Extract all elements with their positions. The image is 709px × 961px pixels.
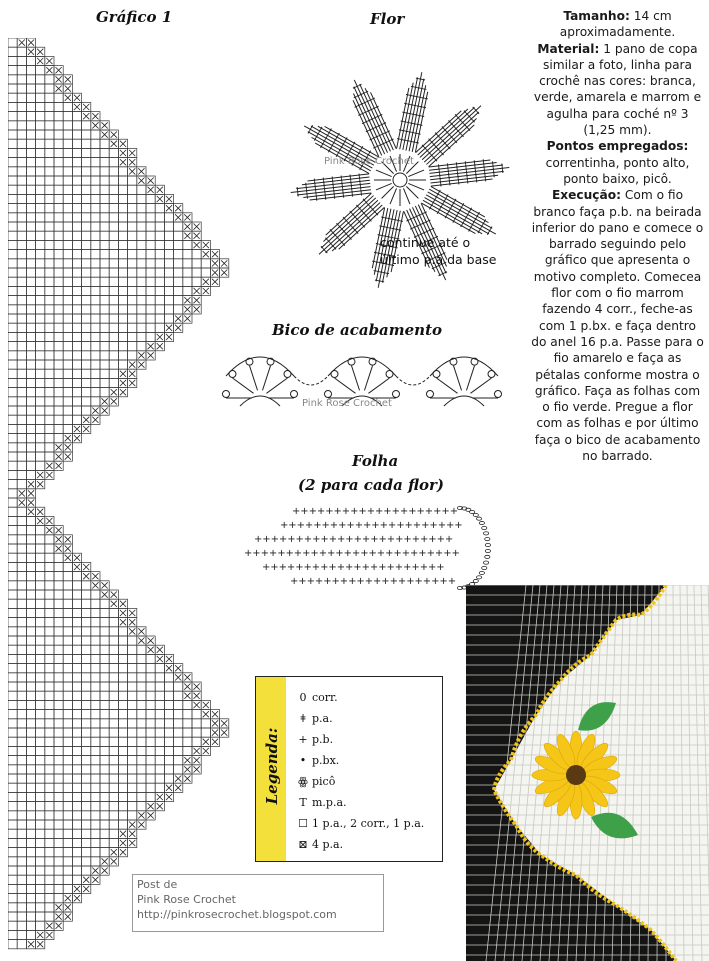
svg-text:+: + <box>331 576 340 587</box>
svg-text:+: + <box>323 576 332 587</box>
svg-text:+: + <box>368 548 377 559</box>
legend-item-filled-block <box>296 838 343 851</box>
svg-text:+: + <box>260 548 269 559</box>
legend-symbol: ꙮ <box>298 775 308 788</box>
svg-text:+: + <box>397 576 407 587</box>
svg-text:+: + <box>333 506 342 517</box>
svg-text:+: + <box>422 576 432 587</box>
svg-text:+: + <box>295 562 304 573</box>
svg-text:+: + <box>303 534 313 545</box>
svg-text:+: + <box>391 506 400 517</box>
legend-item-mpa <box>296 796 347 809</box>
svg-text:+: + <box>451 548 460 559</box>
legend-label: p.a. <box>312 712 333 725</box>
svg-text:+: + <box>287 534 296 545</box>
legend-item-pico <box>296 775 335 788</box>
svg-text:+: + <box>428 534 437 545</box>
svg-text:+: + <box>375 506 384 517</box>
pontos-text: correntinha, ponto alto, ponto baixo, picô. <box>545 155 690 186</box>
svg-text:+: + <box>296 520 305 531</box>
folha-title: Folha <box>352 452 399 470</box>
svg-text:+: + <box>360 548 369 559</box>
svg-text:+: + <box>408 506 417 517</box>
legend-label: corr. <box>312 691 338 704</box>
legend-symbol: ǂ <box>300 712 306 725</box>
svg-text:+: + <box>404 520 413 531</box>
svg-text:+: + <box>364 576 374 587</box>
svg-text:+: + <box>401 548 411 559</box>
svg-text:+: + <box>252 548 261 559</box>
svg-text:+: + <box>416 506 425 517</box>
folha-subtitle: (2 para cada flor) <box>298 476 445 494</box>
svg-text:+: + <box>394 562 404 573</box>
svg-text:+: + <box>304 520 314 531</box>
svg-text:+: + <box>436 534 445 545</box>
svg-text:+: + <box>288 520 297 531</box>
svg-text:+: + <box>312 534 321 545</box>
svg-text:+: + <box>316 506 326 517</box>
legend-item-pb <box>296 733 333 746</box>
legend-symbol: ☐ <box>298 817 308 830</box>
svg-text:+: + <box>335 548 344 559</box>
svg-text:+: + <box>393 548 402 559</box>
legend-item-corr <box>296 691 338 704</box>
svg-text:+: + <box>406 576 415 587</box>
svg-text:+: + <box>339 576 349 587</box>
grafico-title: Gráfico 1 <box>96 8 173 26</box>
svg-text:+: + <box>290 576 299 587</box>
svg-text:+: + <box>314 576 324 587</box>
dishtowel-photo <box>466 585 709 961</box>
svg-text:+: + <box>270 562 279 573</box>
legend-symbol: 0 <box>299 691 307 704</box>
svg-text:+: + <box>383 506 392 517</box>
legend-label: picô <box>312 775 336 788</box>
svg-text:+: + <box>389 576 398 587</box>
svg-text:+: + <box>414 576 423 587</box>
filet-chart <box>8 38 238 954</box>
flower-note-line-1: continue até o <box>380 235 471 250</box>
svg-text:+: + <box>376 548 386 559</box>
svg-text:+: + <box>361 562 370 573</box>
svg-text:+: + <box>412 520 422 531</box>
svg-text:+: + <box>410 548 419 559</box>
svg-text:+: + <box>385 548 394 559</box>
svg-text:+: + <box>351 548 361 559</box>
post-credit-box <box>132 874 384 932</box>
leaf-diagram <box>240 500 500 600</box>
svg-text:+: + <box>244 548 253 559</box>
svg-text:+: + <box>268 548 278 559</box>
svg-text:+: + <box>280 520 289 531</box>
legend-item-open-block <box>296 817 424 830</box>
tamanho-label: Tamanho: <box>563 9 630 23</box>
svg-text:+: + <box>345 562 354 573</box>
svg-text:+: + <box>428 562 437 573</box>
svg-text:+: + <box>356 576 365 587</box>
material-text: 1 pano de copa similar a foto, linha para crochê nas cores: branca, verde, amarela e marrom e agulha para coché nº 3 (1,25 mm). <box>533 41 702 138</box>
svg-text:+: + <box>378 534 387 545</box>
svg-text:+: + <box>366 506 376 517</box>
legend-symbol: + <box>298 733 308 746</box>
svg-text:+: + <box>369 562 379 573</box>
svg-text:+: + <box>311 562 321 573</box>
svg-text:+: + <box>286 562 296 573</box>
svg-text:+: + <box>424 506 434 517</box>
legend-item-pa <box>296 712 333 725</box>
svg-text:+: + <box>353 534 362 545</box>
svg-text:+: + <box>313 520 322 531</box>
bico-watermark: Pink Rose Crochet <box>302 398 392 409</box>
svg-text:+: + <box>454 520 463 531</box>
svg-text:+: + <box>325 506 334 517</box>
flor-title: Flor <box>370 10 405 28</box>
svg-text:+: + <box>443 548 452 559</box>
legend-label: 1 p.a., 2 corr., 1 p.a. <box>312 817 425 830</box>
legend-label: 4 p.a. <box>312 838 344 851</box>
svg-text:+: + <box>270 534 279 545</box>
svg-text:+: + <box>327 548 336 559</box>
svg-text:+: + <box>441 506 450 517</box>
svg-text:+: + <box>293 548 303 559</box>
svg-text:+: + <box>411 562 420 573</box>
svg-text:+: + <box>298 576 307 587</box>
svg-text:+: + <box>278 562 287 573</box>
svg-text:+: + <box>403 534 412 545</box>
pontos-label: Pontos empregados: <box>546 139 689 154</box>
legend-label: p.b. <box>312 733 334 746</box>
legend-label: p.bx. <box>312 754 340 767</box>
instructions-text <box>530 8 705 464</box>
svg-text:+: + <box>336 562 346 573</box>
svg-text:+: + <box>300 506 309 517</box>
svg-text:+: + <box>361 534 371 545</box>
svg-text:+: + <box>350 506 359 517</box>
svg-text:+: + <box>444 534 454 545</box>
svg-text:+: + <box>395 534 404 545</box>
svg-text:+: + <box>285 548 294 559</box>
execucao-text: Com o fio branco faça p.b. na beirada inferior do pano e comece o barrado seguindo pelo gráfico que apresenta o motivo completo. Comecea flor com o fio marrom fazendo 4 corr., feche-as com 1 p.bx. e faça dentro do anel 16 p.a. Passe para o fio amarelo e faça as pétalas conforme mostra o gráfico. Faça as folhas com o fio verde. Pregue a flor com as folhas e por último faça o bico de acabamento no barrado. <box>531 188 704 464</box>
material-label: Material: <box>537 41 600 56</box>
svg-text:+: + <box>420 534 429 545</box>
svg-text:+: + <box>379 520 388 531</box>
bico-title: Bico de acabamento <box>272 321 443 339</box>
svg-text:+: + <box>341 506 351 517</box>
svg-text:+: + <box>418 548 427 559</box>
svg-text:+: + <box>338 520 347 531</box>
svg-text:+: + <box>348 576 357 587</box>
svg-text:+: + <box>378 562 387 573</box>
svg-text:+: + <box>328 562 337 573</box>
svg-text:+: + <box>371 520 380 531</box>
svg-text:+: + <box>295 534 304 545</box>
svg-text:+: + <box>337 534 346 545</box>
post-line-1: Post de <box>137 878 178 891</box>
svg-text:+: + <box>277 548 286 559</box>
svg-text:+: + <box>353 562 362 573</box>
svg-text:+: + <box>346 520 355 531</box>
svg-text:+: + <box>434 548 444 559</box>
svg-text:+: + <box>387 520 397 531</box>
svg-text:+: + <box>370 534 379 545</box>
svg-text:+: + <box>426 548 435 559</box>
svg-text:+: + <box>386 534 396 545</box>
svg-text:+: + <box>449 506 459 517</box>
svg-text:+: + <box>429 520 438 531</box>
post-line-2: Pink Rose Crochet <box>137 893 236 906</box>
svg-text:+: + <box>278 534 288 545</box>
svg-text:+: + <box>399 506 409 517</box>
svg-text:+: + <box>354 520 364 531</box>
svg-text:+: + <box>303 562 312 573</box>
legend-box <box>255 676 443 862</box>
svg-text:+: + <box>302 548 311 559</box>
flower-note-line-2: último p.a da base <box>380 252 497 267</box>
svg-text:+: + <box>345 534 354 545</box>
svg-text:+: + <box>308 506 317 517</box>
svg-text:+: + <box>436 562 445 573</box>
svg-text:+: + <box>262 562 271 573</box>
svg-text:+: + <box>439 576 448 587</box>
legend-item-pbx <box>296 754 339 767</box>
svg-text:+: + <box>306 576 315 587</box>
legend-label: m.p.a. <box>312 796 347 809</box>
svg-text:+: + <box>446 520 455 531</box>
svg-text:+: + <box>254 534 263 545</box>
svg-text:+: + <box>262 534 271 545</box>
tamanho-text: 14 cm aproximadamente. <box>559 9 676 40</box>
svg-text:+: + <box>321 520 330 531</box>
legend-symbol: ⊠ <box>298 838 308 851</box>
svg-text:+: + <box>292 506 301 517</box>
flower-note <box>380 234 496 268</box>
svg-text:+: + <box>403 562 412 573</box>
svg-text:+: + <box>373 576 382 587</box>
svg-text:+: + <box>329 520 339 531</box>
svg-text:+: + <box>421 520 430 531</box>
svg-text:+: + <box>396 520 405 531</box>
execucao-label: Execução: <box>551 188 621 203</box>
svg-text:+: + <box>447 576 457 587</box>
svg-text:+: + <box>310 548 319 559</box>
svg-text:+: + <box>320 562 329 573</box>
legend-title: Legenda: <box>263 727 281 805</box>
svg-text:+: + <box>419 562 429 573</box>
legend-symbol: • <box>299 754 307 767</box>
svg-text:+: + <box>411 534 421 545</box>
legend-symbol: T <box>299 796 307 809</box>
svg-text:+: + <box>386 562 395 573</box>
svg-text:+: + <box>343 548 352 559</box>
post-line-3: http://pinkrosecrochet.blogspot.com <box>137 908 337 921</box>
svg-text:+: + <box>437 520 447 531</box>
svg-text:+: + <box>328 534 338 545</box>
legend-bar <box>256 677 286 861</box>
svg-text:+: + <box>433 506 442 517</box>
svg-text:+: + <box>358 506 367 517</box>
svg-text:+: + <box>381 576 390 587</box>
svg-text:+: + <box>320 534 329 545</box>
svg-text:+: + <box>363 520 372 531</box>
flower-watermark: Pink Rose Crochet <box>324 156 414 167</box>
svg-text:+: + <box>318 548 328 559</box>
svg-text:+: + <box>431 576 440 587</box>
